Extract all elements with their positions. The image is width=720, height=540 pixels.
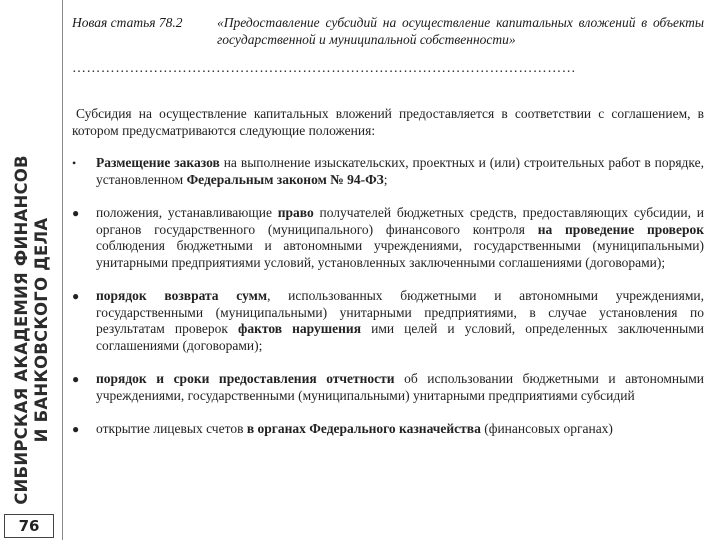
sidebar-divider [62, 0, 63, 540]
bold-text: Федеральным законом № 94-ФЗ [186, 171, 384, 187]
bold-text: порядок возврата сумм [96, 288, 268, 303]
list-item [72, 205, 704, 271]
bullet-icon: ● [72, 372, 80, 386]
item-text: положения, устанавливающие [96, 205, 278, 220]
item-text: получателей бюджетных средств, предоставляющих субсидии, и органов государственного (муниципального) финансового контроля [96, 205, 704, 237]
academy-title-line2: И БАНКОВСКОГО ДЕЛА [32, 217, 51, 443]
bullet-icon: ● [72, 206, 80, 220]
dotted-separator: …………………………………………………………………………………………… [72, 61, 576, 76]
slide-content [72, 14, 704, 455]
item-text: , использованных бюджетными и автономными учреждениями, государственными (муниципальными) унитарными предприятиями, в случае установления по результатам проверок [96, 288, 705, 336]
list-item [72, 371, 704, 404]
item-text: на выполнение изыскательских, проектных и (или) строительных работ в порядке, установленном [96, 155, 704, 187]
list-item [72, 288, 704, 354]
bold-text: фактов нарушения [238, 321, 362, 336]
bold-text: Размещение заказов [96, 155, 220, 170]
bold-text: на проведение проверок [537, 221, 704, 237]
item-text: соблюдения бюджетными и автономными учреждениями, государственными (муниципальными) унитарными предприятиями условий, установленных заключенными соглашениями (договорами); [96, 238, 704, 270]
bold-text: в органах Федерального казначейства [246, 421, 481, 436]
bold-text: порядок и сроки предоставления отчетности [96, 371, 395, 386]
page-number: 76 [4, 514, 54, 538]
bullet-icon: ● [72, 289, 80, 303]
item-text: ; [383, 171, 388, 187]
academy-title [12, 130, 52, 530]
item-text: открытие лицевых счетов [96, 421, 247, 436]
item-text: ими целей и условий, определенных заключенными соглашениями (договорами); [96, 321, 704, 353]
bullet-icon: ● [72, 422, 80, 436]
sidebar [0, 0, 62, 540]
sidebar-title-area [2, 130, 62, 530]
list-item [72, 421, 704, 438]
article-number: Новая статья 78.2 [72, 15, 183, 30]
bold-text: право [277, 205, 314, 220]
academy-title-line1: СИБИРСКАЯ АКАДЕМИЯ ФИНАНСОВ [12, 155, 31, 505]
provisions-list [72, 155, 704, 438]
bullet-icon: • [72, 156, 77, 170]
item-text: об использовании бюджетными и автономными учреждениями, государственными (муниципальными) унитарными предприятиями субсидий [96, 371, 704, 403]
article-title: «Предоставление субсидий на осуществление капитальных вложений в объекты государственной и муниципальной собственности» [217, 15, 704, 47]
article-heading [72, 14, 704, 50]
intro-paragraph: Субсидия на осуществление капитальных вложений предоставляется в соответствии с соглашением, в котором предусматриваются следующие положения: [72, 106, 704, 138]
item-text: (финансовых органах) [480, 421, 613, 436]
list-item [72, 155, 704, 188]
